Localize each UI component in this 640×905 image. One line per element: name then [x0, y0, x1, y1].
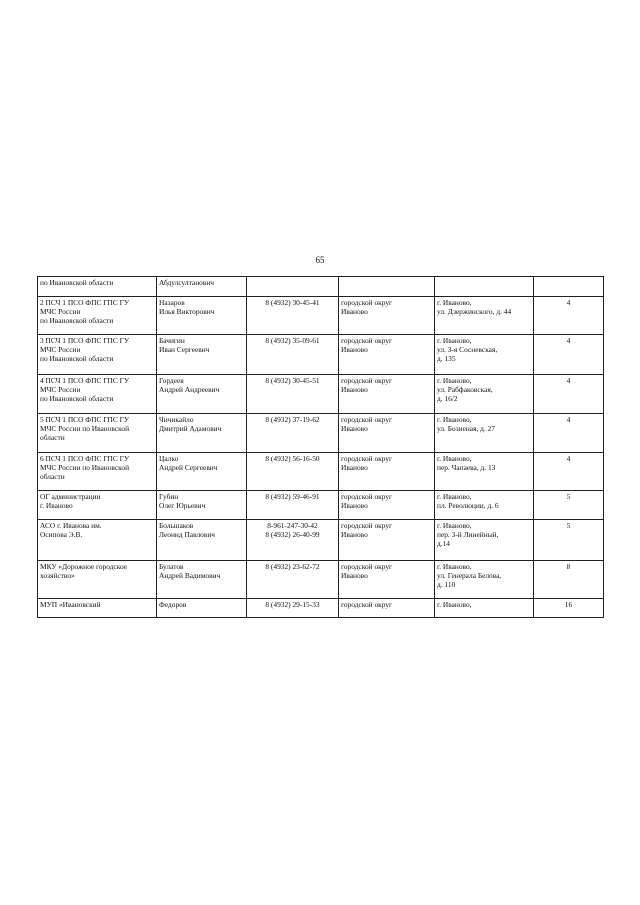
contacts-table	[37, 276, 604, 618]
phone-cell: 8 (4932) 29-15-33	[247, 599, 339, 618]
phone-cell: 8-961-247-30-42 8 (4932) 26-40-99	[247, 520, 339, 561]
area-cell: городской округ	[339, 599, 435, 618]
count-cell: 4	[534, 297, 604, 335]
area-cell: городской округ Иваново	[339, 375, 435, 414]
address-cell: г. Иваново, пер. 3-й Линейный, д.14	[435, 520, 534, 561]
phone-cell: 8 (4932) 56-16-50	[247, 453, 339, 491]
address-cell: г. Иваново, ул. Генерала Белова, д. 110	[435, 561, 534, 599]
organization-cell: по Ивановской области	[38, 277, 157, 297]
table-row	[38, 297, 604, 335]
area-cell: городской округ Иваново	[339, 453, 435, 491]
person-cell: Цалко Андрей Сергеевич	[157, 453, 247, 491]
table-row	[38, 414, 604, 453]
organization-cell: 5 ПСЧ 1 ПСО ФПС ГПС ГУ МЧС России по Ивановской области	[38, 414, 157, 453]
organization-cell: 2 ПСЧ 1 ПСО ФПС ГПС ГУ МЧС России по Ивановской области	[38, 297, 157, 335]
table-row	[38, 453, 604, 491]
area-cell: городской округ Иваново	[339, 561, 435, 599]
count-cell: 5	[534, 491, 604, 520]
count-cell: 4	[534, 453, 604, 491]
table-row	[38, 520, 604, 561]
count-cell: 8	[534, 561, 604, 599]
address-cell: г. Иваново, ул. Рабфаковская, д. 16/2	[435, 375, 534, 414]
phone-cell: 8 (4932) 37-19-62	[247, 414, 339, 453]
address-cell: г. Иваново,	[435, 599, 534, 618]
organization-cell: 3 ПСЧ 1 ПСО ФПС ГПС ГУ МЧС России по Ивановской области	[38, 335, 157, 375]
phone-cell: 8 (4932) 35-09-61	[247, 335, 339, 375]
phone-cell: 8 (4932) 59-46-91	[247, 491, 339, 520]
address-cell: г. Иваново, пер. Чапаева, д. 13	[435, 453, 534, 491]
person-cell: Абдулсултанович	[157, 277, 247, 297]
count-cell: 5	[534, 520, 604, 561]
table-row	[38, 599, 604, 618]
address-cell: г. Иваново, ул. Дзержинского, д. 44	[435, 297, 534, 335]
table-row	[38, 335, 604, 375]
person-cell: Большаков Леонид Павлович	[157, 520, 247, 561]
organization-cell: МУП «Ивановский	[38, 599, 157, 618]
person-cell: Гордеев Андрей Андреевич	[157, 375, 247, 414]
table-row	[38, 375, 604, 414]
area-cell: городской округ Иваново	[339, 335, 435, 375]
person-cell: Чичикайло Дмитрий Адамович	[157, 414, 247, 453]
area-cell: городской округ Иваново	[339, 491, 435, 520]
person-cell: Булатов Андрей Вадимович	[157, 561, 247, 599]
address-cell: г. Иваново, ул. 3-я Сосневская, д. 135	[435, 335, 534, 375]
area-cell: городской округ Иваново	[339, 414, 435, 453]
table-row	[38, 277, 604, 297]
page-number: 65	[315, 255, 325, 265]
address-cell: г. Иваново, пл. Революции, д. 6	[435, 491, 534, 520]
organization-cell: МКУ «Дорожное городское хозяйство»	[38, 561, 157, 599]
table-body	[38, 277, 604, 618]
organization-cell: 4 ПСЧ 1 ПСО ФПС ГПС ГУ МЧС России по Ивановской области	[38, 375, 157, 414]
area-cell: городской округ Иваново	[339, 297, 435, 335]
organization-cell: АСО г. Иванова им. Осипова Э.В.	[38, 520, 157, 561]
person-cell: Федоров	[157, 599, 247, 618]
count-cell: 4	[534, 335, 604, 375]
count-cell: 4	[534, 375, 604, 414]
area-cell	[339, 277, 435, 297]
count-cell	[534, 277, 604, 297]
phone-cell: 8 (4932) 30-45-51	[247, 375, 339, 414]
phone-cell: 8 (4932) 23-62-72	[247, 561, 339, 599]
person-cell: Губин Олег Юрьевич	[157, 491, 247, 520]
organization-cell: 6 ПСЧ 1 ПСО ФПС ГПС ГУ МЧС России по Ивановской области	[38, 453, 157, 491]
count-cell: 4	[534, 414, 604, 453]
table-row	[38, 491, 604, 520]
address-cell: г. Иваново, ул. Бозиеная, д. 27	[435, 414, 534, 453]
organization-cell: ОГ администрации г. Иваново	[38, 491, 157, 520]
area-cell: городской округ Иваново	[339, 520, 435, 561]
phone-cell	[247, 277, 339, 297]
address-cell	[435, 277, 534, 297]
person-cell: Бачигин Иван Сергеевич	[157, 335, 247, 375]
table-row	[38, 561, 604, 599]
phone-cell: 8 (4932) 30-45-41	[247, 297, 339, 335]
person-cell: Назаров Илья Викторович	[157, 297, 247, 335]
count-cell: 16	[534, 599, 604, 618]
